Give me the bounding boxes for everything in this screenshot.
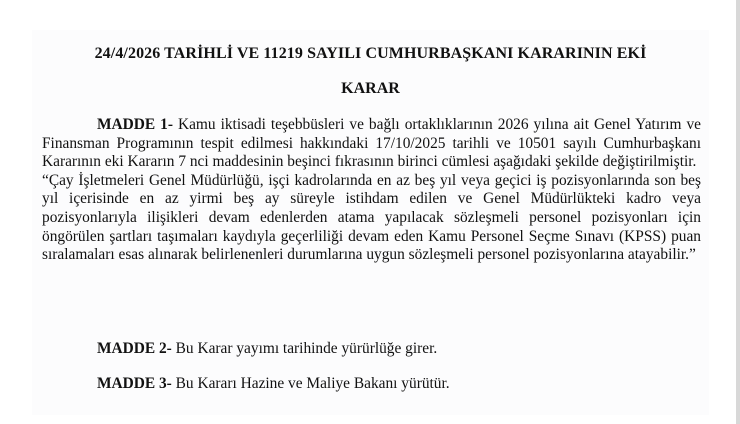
article-2-label: MADDE 2- bbox=[97, 340, 172, 357]
article-3-label: MADDE 3- bbox=[97, 375, 172, 392]
article-3 bbox=[97, 375, 450, 394]
article-3-text: Bu Kararı Hazine ve Maliye Bakanı yürütür. bbox=[171, 375, 450, 392]
article-1-label: MADDE 1- bbox=[97, 116, 173, 133]
document-subtitle: KARAR bbox=[341, 80, 400, 97]
article-1-paragraph bbox=[42, 116, 701, 172]
document-page bbox=[32, 30, 709, 415]
article-2-text: Bu Karar yayımı tarihinde yürürlüğe girer. bbox=[171, 340, 438, 357]
article-1 bbox=[42, 116, 701, 265]
article-1-text: Kamu iktisadi teşebbüsleri ve bağlı ortaklıklarının 2026 yılına ait Genel Yatırım ve Finansman Programının tespit edilmesi hakkındaki 17/10/2025 tarihli ve 10501 sayılı Cumhurbaşkanı Kararının eki Kararın 7 nci maddesinin beşinci fıkrasının birinci cümlesi aşağıdaki şekilde değiştirilmiştir. bbox=[42, 116, 702, 171]
article-1-quote: “Çay İşletmeleri Genel Müdürlüğü, işçi kadrolarında en az beş yıl veya geçici iş pozisyonlarında son beş yıl içerisinde en az yirmi beş ay süreyle istihdam edilen ve Genel Müdürlükteki kadro veya pozisyonlarıyla ilişikleri devam edenlerden atama yapılacak sözleşmeli personel pozisyonları için öngörülen şartları taşımaları kaydıyla geçerliliği devam eden Kamu Personel Seçme Sınavı (KPSS) puan sıralamaları esas alınarak belirlenenleri durumlarına uygun sözleşmeli personel pozisyonlarına atayabilir.” bbox=[42, 171, 701, 264]
scrollbar-edge bbox=[736, 0, 740, 424]
document-title: 24/4/2026 TARİHLİ VE 11219 SAYILI CUMHURBAŞKANI KARARININ EKİ bbox=[94, 45, 647, 62]
article-2 bbox=[97, 340, 437, 359]
